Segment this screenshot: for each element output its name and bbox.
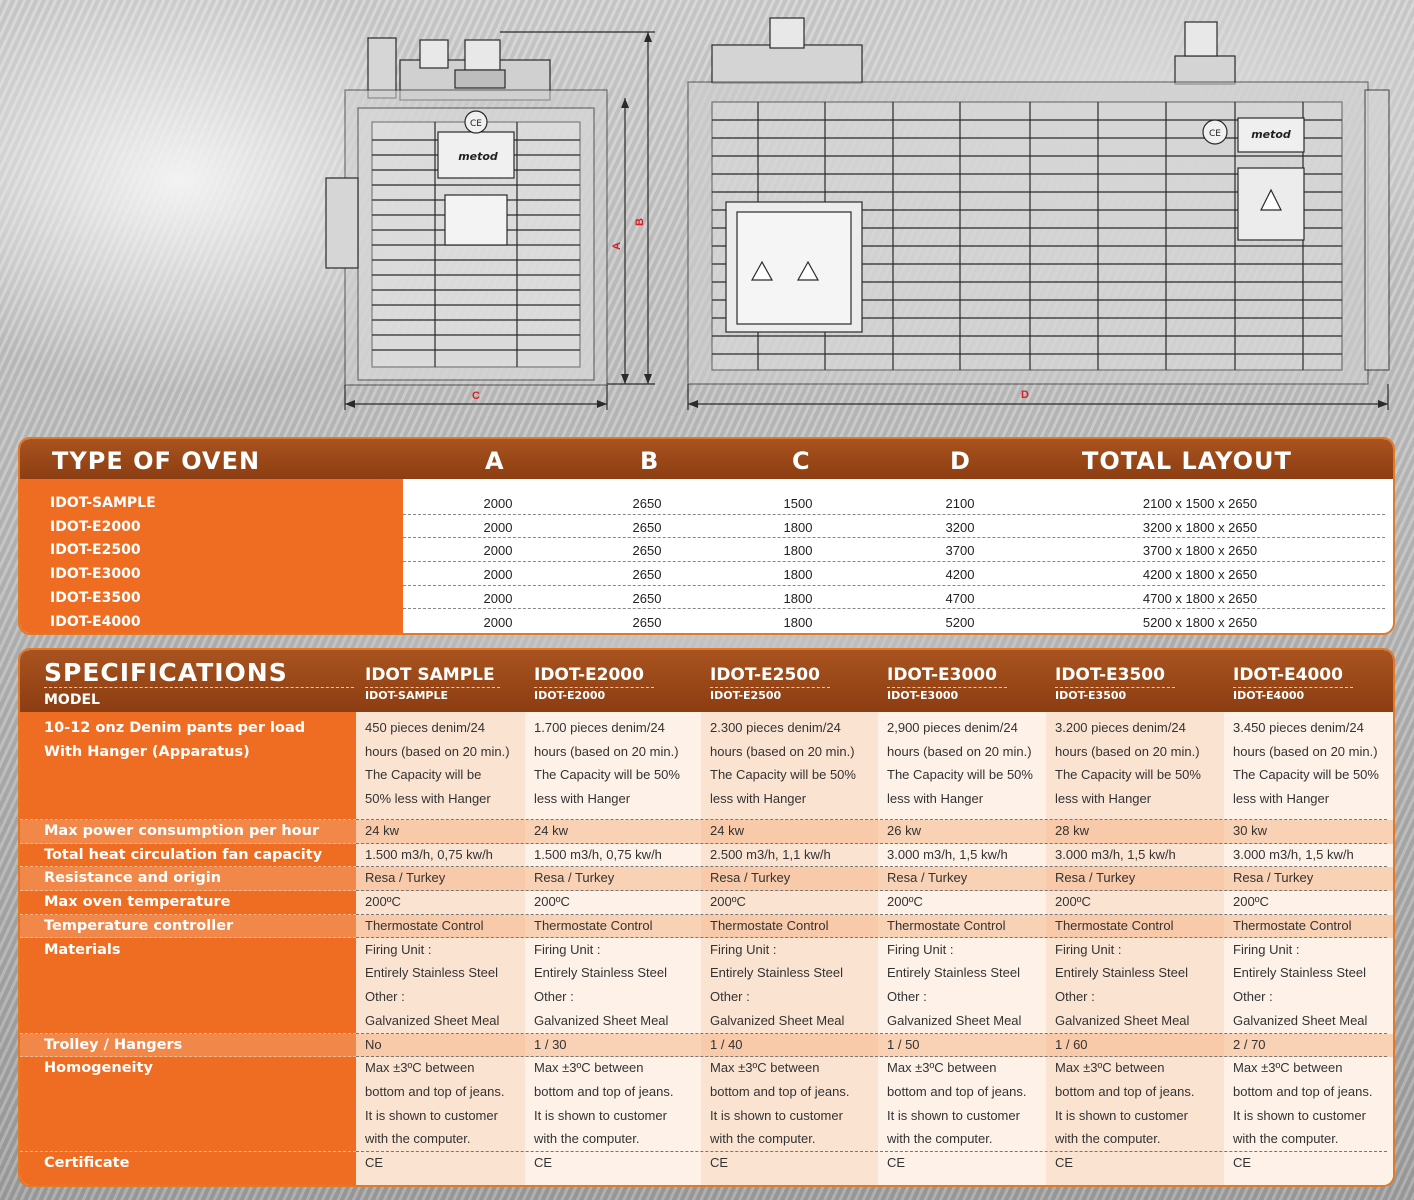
spec-cell: Thermostate Control xyxy=(887,917,1006,933)
cell-a: 2000 xyxy=(483,567,513,583)
brand-logo-text-side: metod xyxy=(458,150,498,163)
technical-drawing xyxy=(0,0,1414,430)
spec-cell: 3.450 pieces denim/24 hours (based on 20 min.) The Capacity will be 50% less with Hanger xyxy=(1233,720,1379,807)
spec-label: Total heat circulation fan capacity xyxy=(44,846,323,863)
spec-cell: 450 pieces denim/24 hours (based on 20 min.) The Capacity will be 50% less with Hanger xyxy=(365,720,510,807)
spec-cell: Max ±3ºC between bottom and top of jeans. It is shown to customer with the computer. xyxy=(887,1060,1027,1147)
spec-label: Temperature controller xyxy=(44,917,234,934)
spec-row-materials xyxy=(20,939,1393,1034)
brand-logo-text-front: metod xyxy=(1251,128,1291,141)
cell-a: 2000 xyxy=(483,590,513,606)
oven-type-name: IDOT-E3000 xyxy=(50,566,141,583)
spec-cell: Resa / Turkey xyxy=(534,870,615,886)
spec-label: Max power consumption per hour xyxy=(44,823,320,839)
spec-label: Resistance and origin xyxy=(44,870,222,887)
model-code: IDOT-SAMPLE xyxy=(365,689,448,702)
spec-row-max-temp xyxy=(20,891,1393,915)
cell-c: 1800 xyxy=(783,590,813,606)
cell-b: 2650 xyxy=(632,519,662,535)
spec-cell: Resa / Turkey xyxy=(1233,870,1314,886)
cell-a: 2000 xyxy=(483,496,513,511)
cell-total: 5200 x 1800 x 2650 xyxy=(1142,614,1258,630)
header-total-layout: TOTAL LAYOUT xyxy=(1082,447,1292,475)
cell-a: 2000 xyxy=(483,519,513,535)
spec-row-resistance xyxy=(20,867,1393,891)
spec-label: Materials xyxy=(44,941,121,958)
cell-total: 2100 x 1500 x 2650 xyxy=(1142,496,1258,511)
dimension-label-a: A xyxy=(611,242,623,250)
spec-title: SPECIFICATIONS xyxy=(44,658,288,687)
spec-cell: Thermostate Control xyxy=(710,917,829,933)
spec-cell: Max ±3ºC between bottom and top of jeans. It is shown to customer with the computer. xyxy=(365,1060,505,1147)
spec-cell: 3.000 m3/h, 1,5 kw/h xyxy=(887,846,1008,862)
spec-cell: 1 / 30 xyxy=(534,1036,567,1052)
spec-cell: CE xyxy=(1233,1155,1252,1171)
spec-cell: 24 kw xyxy=(534,823,568,838)
spec-cell: Firing Unit : Entirely Stainless Steel Other : Galvanized Sheet Meal xyxy=(1055,941,1190,1028)
model-name: IDOT-E3500 xyxy=(1055,665,1165,685)
cell-c: 1800 xyxy=(783,567,813,583)
cell-d: 4200 xyxy=(945,567,975,583)
table-row xyxy=(20,515,1393,539)
dimension-label-d: D xyxy=(1021,389,1029,401)
spec-cell: 2.300 pieces denim/24 hours (based on 20 min.) The Capacity will be 50% less with Hanger xyxy=(710,720,856,807)
model-header xyxy=(534,665,644,702)
spec-cell: 24 kw xyxy=(365,823,399,838)
model-code: IDOT-E2500 xyxy=(710,689,782,702)
spec-cell: 3.200 pieces denim/24 hours (based on 20 min.) The Capacity will be 50% less with Hanger xyxy=(1055,720,1201,807)
spec-cell: 30 kw xyxy=(1233,823,1267,838)
spec-label: 10-12 onz Denim pants per load With Hanger (Apparatus) xyxy=(44,720,306,760)
spec-cell: Thermostate Control xyxy=(365,917,484,933)
spec-label: Trolley / Hangers xyxy=(44,1036,183,1053)
spec-label: Max oven temperature xyxy=(44,894,231,911)
cell-a: 2000 xyxy=(483,543,513,559)
oven-type-name: IDOT-E2500 xyxy=(50,542,141,559)
table-row xyxy=(20,562,1393,586)
cell-d: 3200 xyxy=(945,519,975,535)
spec-cell: 2,900 pieces denim/24 hours (based on 20 min.) The Capacity will be 50% less with Hanger xyxy=(887,720,1033,807)
oven-type-name: IDOT-E4000 xyxy=(50,613,141,630)
spec-cell: Thermostate Control xyxy=(1233,917,1352,933)
cell-total: 4200 x 1800 x 2650 xyxy=(1142,567,1258,583)
oven-type-name: IDOT-SAMPLE xyxy=(50,495,156,511)
ce-mark-front: CE xyxy=(1209,129,1221,139)
model-header xyxy=(887,665,997,702)
spec-cell: 1.500 m3/h, 0,75 kw/h xyxy=(534,846,662,862)
spec-cell: Max ±3ºC between bottom and top of jeans. It is shown to customer with the computer. xyxy=(1055,1060,1195,1147)
spec-row-controller xyxy=(20,915,1393,939)
spec-cell: Max ±3ºC between bottom and top of jeans. It is shown to customer with the computer. xyxy=(710,1060,850,1147)
spec-cell: CE xyxy=(365,1155,384,1171)
model-label: MODEL xyxy=(44,692,100,708)
spec-cell: Resa / Turkey xyxy=(365,870,446,886)
spec-cell: Firing Unit : Entirely Stainless Steel Other : Galvanized Sheet Meal xyxy=(710,941,845,1028)
spec-row-trolley xyxy=(20,1034,1393,1058)
spec-cell: Max ±3ºC between bottom and top of jeans. It is shown to customer with the computer. xyxy=(1233,1060,1373,1147)
spec-cell: Firing Unit : Entirely Stainless Steel Other : Galvanized Sheet Meal xyxy=(534,941,669,1028)
cell-c: 1500 xyxy=(783,496,813,511)
dimension-label-b: B xyxy=(634,218,646,226)
dimension-label-c: C xyxy=(472,390,480,402)
model-name: IDOT-E2000 xyxy=(534,665,644,685)
spec-cell: 200ºC xyxy=(1233,894,1269,910)
cell-total: 4700 x 1800 x 2650 xyxy=(1142,590,1258,606)
spec-cell: 2.500 m3/h, 1,1 kw/h xyxy=(710,846,831,862)
model-name: IDOT-E2500 xyxy=(710,665,820,685)
type-table-header xyxy=(20,439,1393,479)
table-row xyxy=(20,538,1393,562)
header-d: D xyxy=(950,447,971,475)
spec-cell: Thermostate Control xyxy=(534,917,653,933)
cell-b: 2650 xyxy=(632,567,662,583)
cell-b: 2650 xyxy=(632,543,662,559)
spec-cell: CE xyxy=(1055,1155,1074,1171)
spec-cell: No xyxy=(365,1036,382,1052)
spec-label: Homogeneity xyxy=(44,1060,153,1077)
spec-cell: Resa / Turkey xyxy=(1055,870,1136,886)
spec-table-body xyxy=(20,712,1393,1185)
table-row xyxy=(20,586,1393,610)
spec-row-power xyxy=(20,820,1393,844)
model-name: IDOT SAMPLE xyxy=(365,665,495,685)
type-table-body xyxy=(20,479,1393,633)
spec-cell: 200ºC xyxy=(710,894,746,910)
spec-cell: 3.000 m3/h, 1,5 kw/h xyxy=(1055,846,1176,862)
cell-a: 2000 xyxy=(483,614,513,630)
spec-cell: Firing Unit : Entirely Stainless Steel Other : Galvanized Sheet Meal xyxy=(1233,941,1368,1028)
spec-table-header xyxy=(20,650,1393,712)
header-b: B xyxy=(640,447,660,475)
spec-cell: Thermostate Control xyxy=(1055,917,1174,933)
model-header xyxy=(1055,665,1165,702)
spec-cell: 28 kw xyxy=(1055,823,1089,838)
spec-cell: 26 kw xyxy=(887,823,921,838)
spec-cell: Resa / Turkey xyxy=(887,870,968,886)
model-header xyxy=(365,665,495,702)
cell-d: 4700 xyxy=(945,590,975,606)
cell-b: 2650 xyxy=(632,496,662,511)
spec-cell: Firing Unit : Entirely Stainless Steel Other : Galvanized Sheet Meal xyxy=(887,941,1022,1028)
spec-cell: CE xyxy=(887,1155,906,1171)
type-of-oven-table xyxy=(18,437,1395,635)
spec-cell: 2 / 70 xyxy=(1233,1036,1266,1052)
spec-cell: 200ºC xyxy=(534,894,570,910)
cell-total: 3700 x 1800 x 2650 xyxy=(1142,543,1258,559)
header-a: A xyxy=(485,447,505,475)
spec-cell: CE xyxy=(534,1155,553,1171)
spec-row-homogeneity xyxy=(20,1057,1393,1152)
cell-c: 1800 xyxy=(783,543,813,559)
spec-cell: Max ±3ºC between bottom and top of jeans. It is shown to customer with the computer. xyxy=(534,1060,674,1147)
ce-mark-side: CE xyxy=(470,119,482,129)
spec-cell: 1.500 m3/h, 0,75 kw/h xyxy=(365,846,493,862)
spec-cell: 1 / 40 xyxy=(710,1036,743,1052)
model-code: IDOT-E3500 xyxy=(1055,689,1127,702)
cell-c: 1800 xyxy=(783,614,813,630)
oven-drawings xyxy=(0,0,1414,430)
cell-b: 2650 xyxy=(632,590,662,606)
table-row xyxy=(20,491,1393,515)
model-name: IDOT-E3000 xyxy=(887,665,997,685)
model-header xyxy=(710,665,820,702)
spec-cell: 200ºC xyxy=(365,894,401,910)
spec-cell: 1 / 60 xyxy=(1055,1036,1088,1052)
cell-total: 3200 x 1800 x 2650 xyxy=(1142,519,1258,535)
spec-cell: 1 / 50 xyxy=(887,1036,920,1052)
model-code: IDOT-E3000 xyxy=(887,689,959,702)
spec-cell: 1.700 pieces denim/24 hours (based on 20 min.) The Capacity will be 50% less with Hanger xyxy=(534,720,680,807)
spec-cell: 24 kw xyxy=(710,823,744,838)
cell-d: 2100 xyxy=(945,496,975,511)
oven-type-name: IDOT-E3500 xyxy=(50,589,141,606)
spec-row-fan xyxy=(20,844,1393,868)
spec-cell: 200ºC xyxy=(1055,894,1091,910)
cell-d: 5200 xyxy=(945,614,975,630)
specifications-table xyxy=(18,648,1395,1187)
header-c: C xyxy=(792,447,811,475)
cell-d: 3700 xyxy=(945,543,975,559)
spec-cell: Firing Unit : Entirely Stainless Steel Other : Galvanized Sheet Meal xyxy=(365,941,500,1028)
spec-label: Certificate xyxy=(44,1155,130,1172)
header-type-of-oven: TYPE OF OVEN xyxy=(52,447,261,475)
spec-cell: 3.000 m3/h, 1,5 kw/h xyxy=(1233,846,1354,862)
model-name: IDOT-E4000 xyxy=(1233,665,1343,685)
model-code: IDOT-E4000 xyxy=(1233,689,1305,702)
cell-b: 2650 xyxy=(632,614,662,630)
model-header xyxy=(1233,665,1343,702)
cell-c: 1800 xyxy=(783,519,813,535)
model-code: IDOT-E2000 xyxy=(534,689,606,702)
spec-row-capacity xyxy=(20,712,1393,820)
oven-type-name: IDOT-E2000 xyxy=(50,518,141,535)
spec-cell: 200ºC xyxy=(887,894,923,910)
spec-cell: CE xyxy=(710,1155,729,1171)
table-row xyxy=(20,610,1393,634)
spec-cell: Resa / Turkey xyxy=(710,870,791,886)
spec-row-certificate xyxy=(20,1152,1393,1176)
